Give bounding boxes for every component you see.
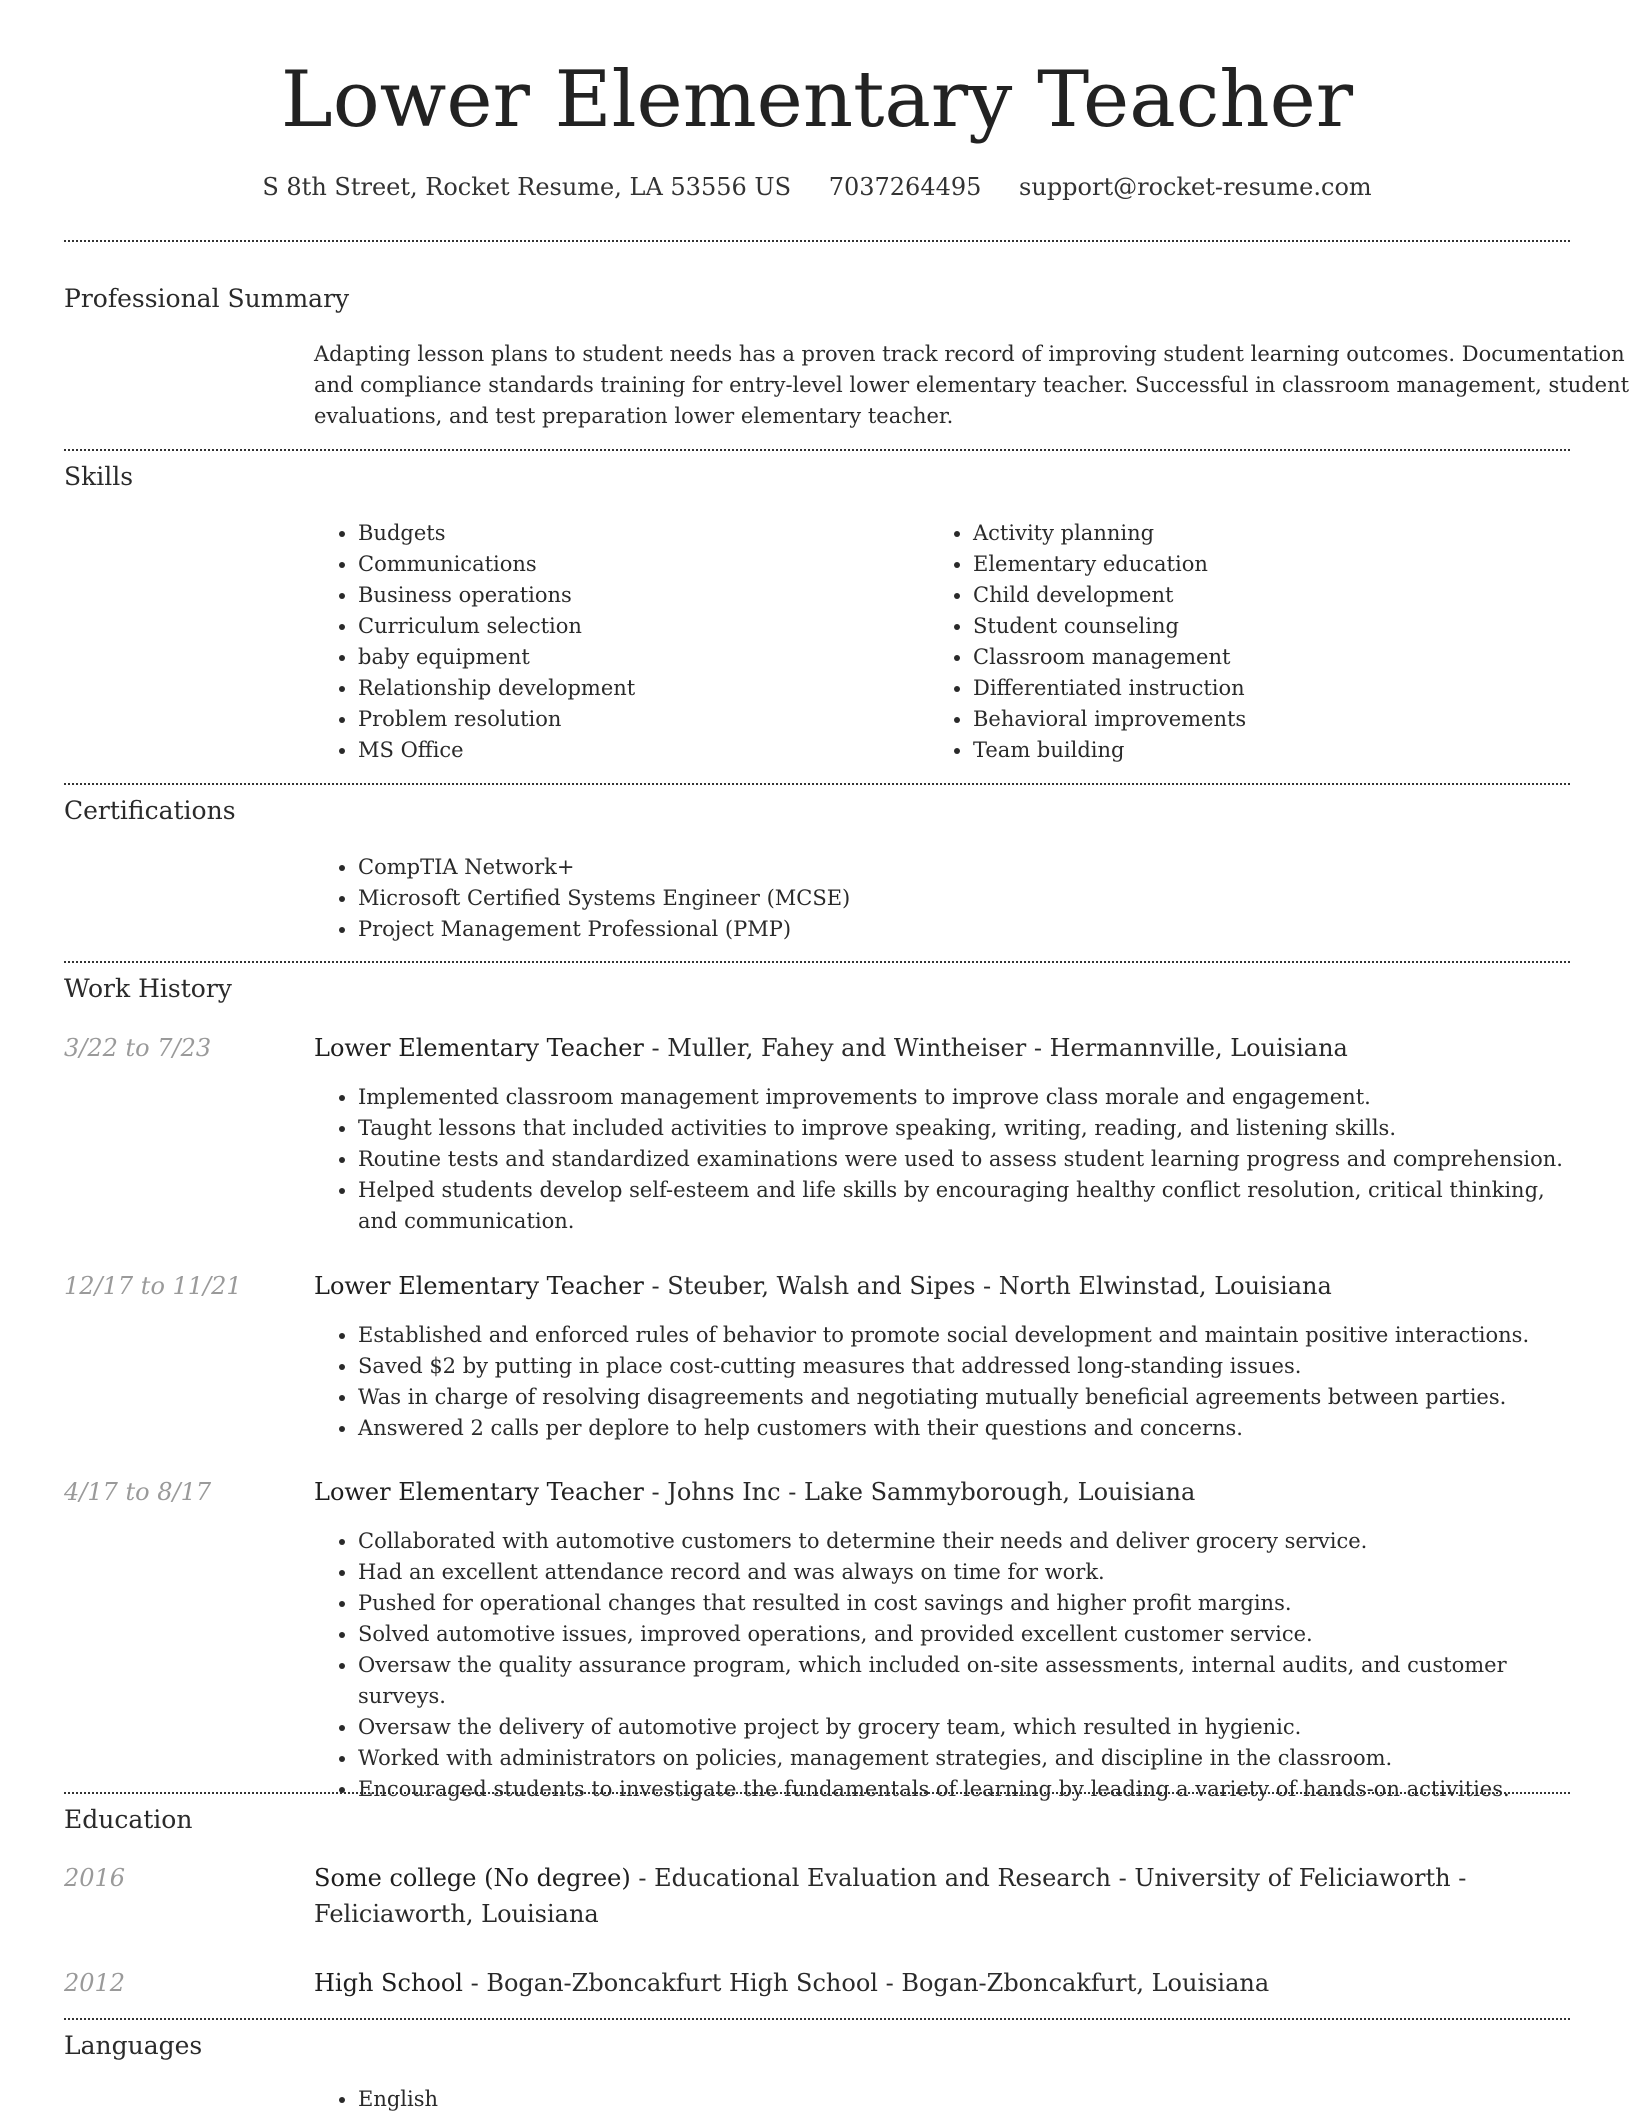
skill-item: • Differentiated instruction (973, 673, 1489, 704)
job-role: Lower Elementary Teacher (314, 1034, 644, 1062)
job-bullet: • Was in charge of resolving disagreements and negotiating mutually beneficial agreements between parties. (358, 1382, 1570, 1413)
section-title-summary: Professional Summary (64, 284, 350, 313)
contact-phone: 7037264495 (828, 173, 982, 201)
contact-email: support@rocket-resume.com (1019, 173, 1372, 201)
skill-item: • Classroom management (973, 642, 1489, 673)
contact-address: S 8th Street, Rocket Resume, LA 53556 US (262, 173, 792, 201)
skill-item: • Problem resolution (358, 704, 874, 735)
job-bullet: • Had an excellent attendance record and was always on time for work. (358, 1557, 1570, 1588)
skill-item: • Relationship development (358, 673, 874, 704)
section-divider (64, 2018, 1570, 2020)
job-bullets (314, 1526, 1570, 1805)
job-dates: 4/17 to 8/17 (64, 1478, 212, 1506)
job-bullet: • Collaborated with automotive customers to determine their needs and deliver grocery service. (358, 1526, 1570, 1557)
job-bullets (314, 1320, 1570, 1444)
skill-item: • Student counseling (973, 611, 1489, 642)
skill-item: • Activity planning (973, 518, 1489, 549)
skill-item: • Team building (973, 735, 1489, 766)
job-bullet: • Worked with administrators on policies, management strategies, and discipline in the classroom. (358, 1743, 1570, 1774)
skill-item: • Curriculum selection (358, 611, 874, 642)
job-bullets (314, 1082, 1570, 1237)
education-heading (314, 1965, 1570, 2001)
job-details: - Muller, Fahey and Wintheiser - Hermannville, Louisiana (643, 1034, 1348, 1062)
section-title-work: Work History (64, 974, 232, 1003)
skill-item: • baby equipment (358, 642, 874, 673)
summary-text: Adapting lesson plans to student needs has a proven track record of improving student learning outcomes. Documentation and compliance standards training for entry-level lower elementary teacher. Successful in classroom management, student evaluations, and test preparation lower elementary teacher. (314, 342, 1630, 428)
certification-item: • CompTIA Network+ (358, 852, 1314, 883)
education-degree: High School (314, 1969, 463, 1997)
language-item: • English (358, 2084, 874, 2115)
job-bullet: • Helped students develop self-esteem and life skills by encouraging healthy conflict resolution, critical thinking, and communication. (358, 1175, 1570, 1237)
skill-item: • MS Office (358, 735, 874, 766)
job-bullet: • Taught lessons that included activities to improve speaking, writing, reading, and listening skills. (358, 1113, 1570, 1144)
skills-list-right (929, 518, 1489, 766)
section-divider (64, 783, 1570, 785)
job-bullet: • Oversaw the delivery of automotive project by grocery team, which resulted in hygienic. (358, 1712, 1570, 1743)
job-role: Lower Elementary Teacher (314, 1478, 644, 1506)
education-year: 2012 (64, 1969, 126, 1997)
job-bullet: • Established and enforced rules of behavior to promote social development and maintain positive interactions. (358, 1320, 1570, 1351)
job-details: - Steuber, Walsh and Sipes - North Elwinstad, Louisiana (643, 1272, 1332, 1300)
education-degree: Some college (No degree) (314, 1864, 631, 1892)
section-divider (64, 961, 1570, 963)
education-details: - Bogan-Zboncakfurt High School - Bogan-Zboncakfurt, Louisiana (462, 1969, 1270, 1997)
job-heading (314, 1030, 1570, 1066)
skill-item: • Budgets (358, 518, 874, 549)
job-bullet: • Solved automotive issues, improved operations, and provided excellent customer service. (358, 1619, 1570, 1650)
job-role: Lower Elementary Teacher (314, 1272, 644, 1300)
section-divider (64, 449, 1570, 451)
resume-name: Lower Elementary Teacher (280, 55, 1354, 145)
job-details: - Johns Inc - Lake Sammyborough, Louisiana (643, 1478, 1196, 1506)
job-dates: 3/22 to 7/23 (64, 1034, 212, 1062)
skill-item: • Behavioral improvements (973, 704, 1489, 735)
job-heading (314, 1268, 1570, 1304)
contact-line (64, 170, 1570, 204)
section-title-certifications: Certifications (64, 796, 236, 825)
job-bullet: • Implemented classroom management improvements to improve class morale and engagement. (358, 1082, 1570, 1113)
certification-item: • Project Management Professional (PMP) (358, 914, 1314, 945)
job-bullet: • Routine tests and standardized examinations were used to assess student learning progress and comprehension. (358, 1144, 1570, 1175)
section-title-education: Education (64, 1805, 193, 1834)
job-bullet: • Encouraged students to investigate the fundamentals of learning by leading a variety of hands-on activities. (358, 1774, 1570, 1805)
skill-item: • Child development (973, 580, 1489, 611)
skill-item: • Elementary education (973, 549, 1489, 580)
section-title-languages: Languages (64, 2031, 203, 2060)
section-divider (64, 240, 1570, 242)
job-bullet: • Saved $2 by putting in place cost-cutting measures that addressed long-standing issues. (358, 1351, 1570, 1382)
job-bullet: • Oversaw the quality assurance program, which included on-site assessments, internal audits, and customer surveys. (358, 1650, 1570, 1712)
job-bullet: • Pushed for operational changes that resulted in cost savings and higher profit margins. (358, 1588, 1570, 1619)
languages-list (314, 2084, 874, 2115)
skill-item: • Business operations (358, 580, 874, 611)
education-details: - Educational Evaluation and Research - University of Feliciaworth - Feliciaworth, Louisiana (314, 1864, 1467, 1928)
certifications-list (314, 852, 1314, 945)
education-year: 2016 (64, 1864, 126, 1892)
certification-item: • Microsoft Certified Systems Engineer (MCSE) (358, 883, 1314, 914)
section-divider (64, 1792, 1570, 1794)
skill-item: • Communications (358, 549, 874, 580)
job-bullet: • Answered 2 calls per deplore to help customers with their questions and concerns. (358, 1413, 1570, 1444)
job-dates: 12/17 to 11/21 (64, 1272, 242, 1300)
skills-list-left (314, 518, 874, 766)
education-heading (314, 1860, 1570, 1932)
job-heading (314, 1474, 1570, 1510)
section-title-skills: Skills (64, 462, 134, 491)
